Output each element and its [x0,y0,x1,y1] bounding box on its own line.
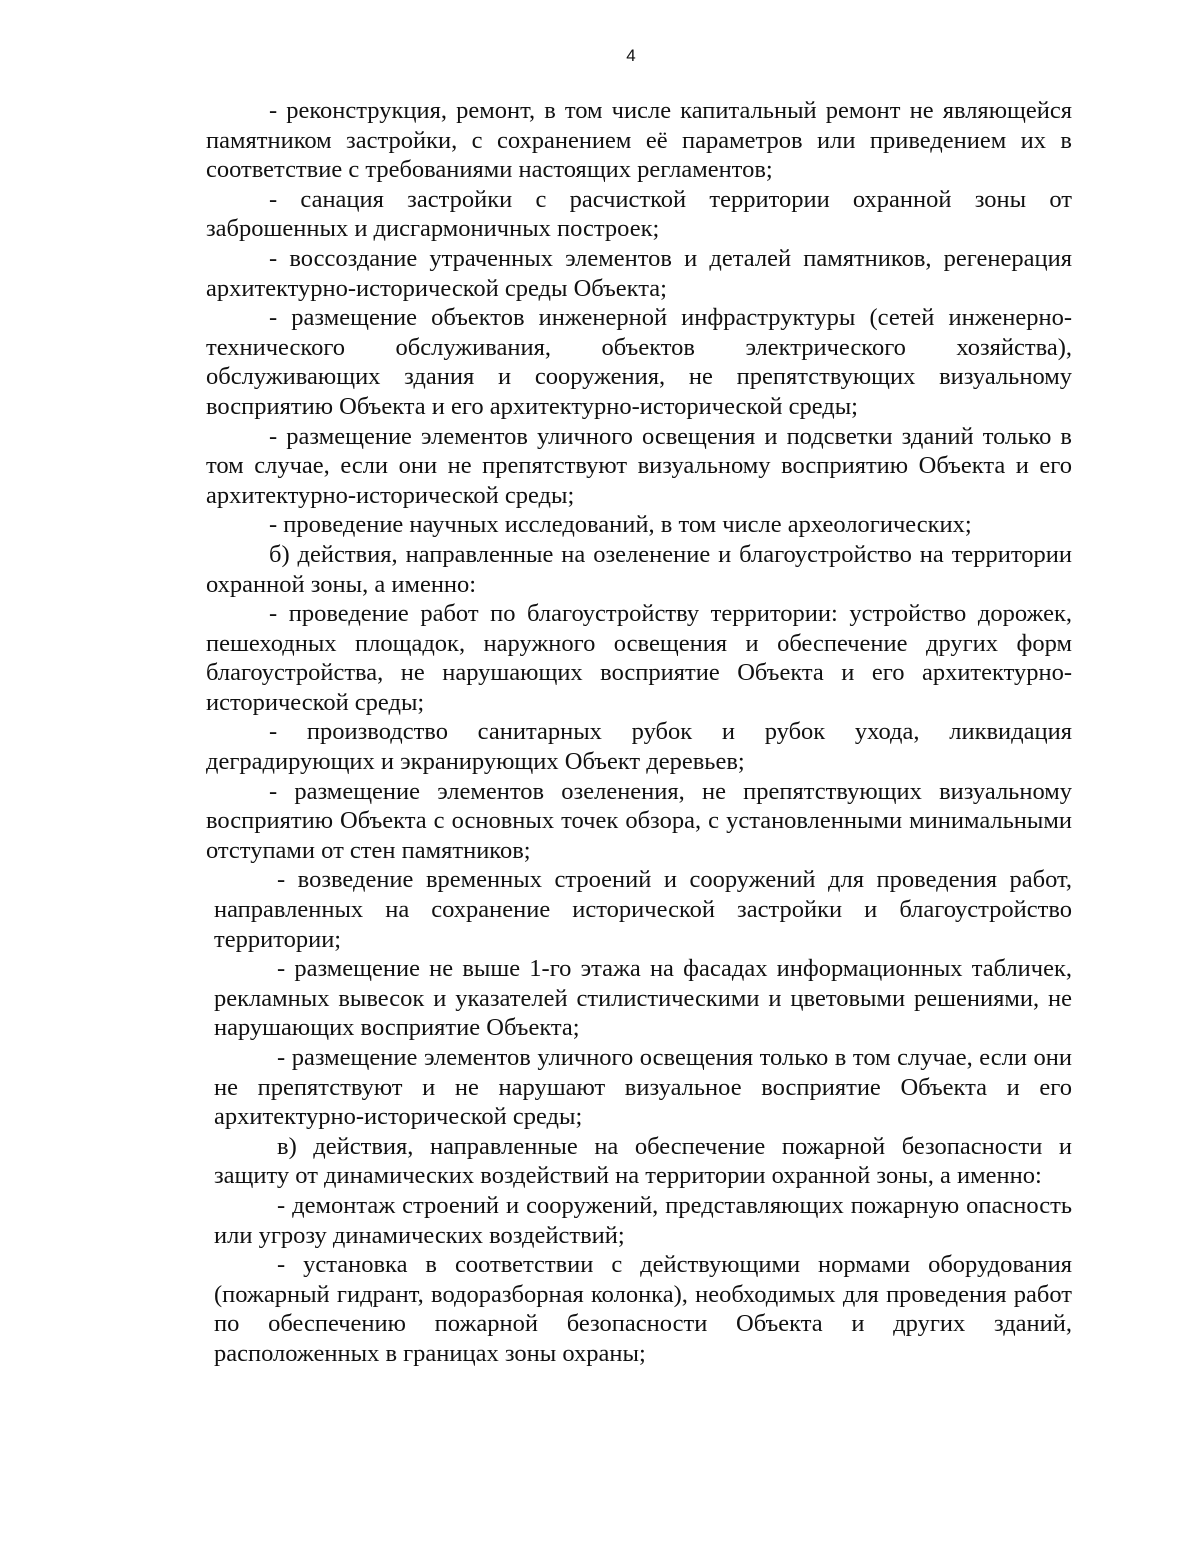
paragraph-sanitation: - санация застройки с расчисткой территории охранной зоны от заброшенных и дисгармоничных построек; [206,185,1072,243]
paragraph-temporary-structures: - возведение временных строений и сооружений для проведения работ, направленных на сохранение исторической застройки и благоустройство территории; [214,866,1072,953]
page-number: 4 [626,46,636,65]
paragraph-landscaping-heading: б) действия, направленные на озеленение и благоустройство на территории охранной зоны, а именно: [206,540,1072,598]
document-body [206,96,1072,1369]
paragraph-tree-felling: - производство санитарных рубок и рубок ухода, ликвидация деградирующих и экранирующих Объект деревьев; [206,718,1072,776]
paragraph-research: - проведение научных исследований, в том числе археологических; [269,511,972,539]
paragraph-fire-safety-heading: в) действия, направленные на обеспечение пожарной безопасности и защиту от динамических воздействий на территории охранной зоны, а именно: [214,1132,1072,1190]
paragraph-reconstruction: - реконструкция, ремонт, в том числе капитальный ремонт не являющейся памятником застройки, с сохранением её параметров или приведением их в соответствие с требованиями настоящих регламентов; [206,97,1072,184]
paragraph-fire-equipment: - установка в соответствии с действующими нормами оборудования (пожарный гидрант, водоразборная колонка), необходимых для проведения работ по обеспечению пожарной безопасности Объекта и других зданий, расположенных в границах зоны охраны; [214,1251,1072,1367]
paragraph-restoration: - воссоздание утраченных элементов и деталей памятников, регенерация архитектурно-исторической среды Объекта; [206,244,1072,302]
paragraph-lighting-elements: - размещение элементов уличного освещения только в том случае, если они не препятствуют и не нарушают визуальное восприятие Объекта и его архитектурно-исторической среды; [214,1044,1072,1131]
paragraph-demolition: - демонтаж строений и сооружений, представляющих пожарную опасность или угрозу динамических воздействий; [214,1191,1072,1249]
paragraph-greenery: - размещение элементов озеленения, не препятствующих визуальному восприятию Объекта с основных точек обзора, с установленными минимальными отступами от стен памятников; [206,777,1072,864]
paragraph-signage: - размещение не выше 1-го этажа на фасадах информационных табличек, рекламных вывесок и указателей стилистическими и цветовыми решениями, не нарушающих восприятие Объекта; [214,955,1072,1042]
paragraph-street-lighting: - размещение элементов уличного освещения и подсветки зданий только в том случае, если они не препятствуют визуальному восприятию Объекта и его архитектурно-исторической среды; [206,422,1072,509]
paragraph-improvement-works: - проведение работ по благоустройству территории: устройство дорожек, пешеходных площадок, наружного освещения и обеспечение других форм благоустройства, не нарушающих восприятие Объекта и его архитектурно-исторической среды; [206,600,1072,716]
paragraph-infrastructure: - размещение объектов инженерной инфраструктуры (сетей инженерно-технического обслуживания, объектов электрического хозяйства), обслуживающих здания и сооружения, не препятствующих визуальному восприятию Объекта и его архитектурно-исторической среды; [206,304,1072,420]
